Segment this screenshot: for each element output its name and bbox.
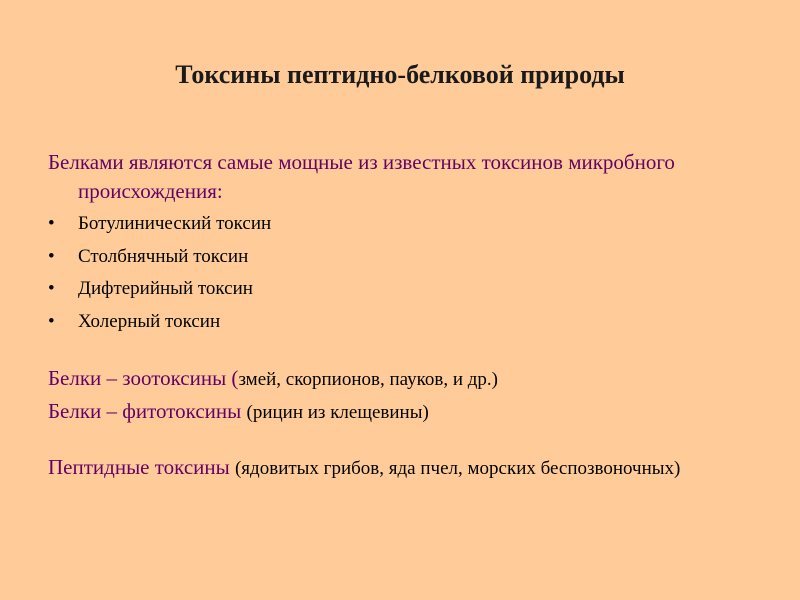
list-item-text: Столбнячный токсин <box>78 245 249 267</box>
bullet-icon: • <box>48 245 55 267</box>
spacer <box>48 338 768 364</box>
list-item-text: Ботулинический токсин <box>78 213 272 234</box>
spacer <box>48 427 768 453</box>
zootoxins-detail: змей, скорпионов, пауков, и др.) <box>238 369 499 390</box>
list-item <box>48 208 768 241</box>
phytotoxins-paragraph <box>48 397 768 427</box>
zootoxins-paragraph <box>48 364 768 394</box>
intro-paragraph: Белками являются самые мощные из известных токсинов микробного происхождения: <box>48 150 675 203</box>
peptides-detail: (ядовитых грибов, яда пчел, морских беспозвоночных) <box>234 458 681 479</box>
list-item-text: Холерный токсин <box>78 310 221 332</box>
list-item-text: Дифтерийный токсин <box>78 278 253 299</box>
slide-body <box>48 148 768 483</box>
phytotoxins-detail: (рицин из клещевины) <box>246 402 429 423</box>
peptides-label: Пептидные токсины <box>48 455 235 479</box>
peptides-paragraph <box>48 453 768 483</box>
slide-title: Токсины пептидно-белковой природы <box>175 60 625 89</box>
phytotoxins-label: Белки – фитотоксины <box>48 399 247 423</box>
list-item <box>48 273 768 306</box>
list-item <box>48 241 768 274</box>
toxin-list <box>48 208 768 338</box>
bullet-icon: • <box>48 278 55 299</box>
list-item <box>48 306 768 339</box>
bullet-icon: • <box>48 213 55 234</box>
bullet-icon: • <box>48 310 55 332</box>
zootoxins-label: Белки – зоотоксины ( <box>48 366 239 390</box>
